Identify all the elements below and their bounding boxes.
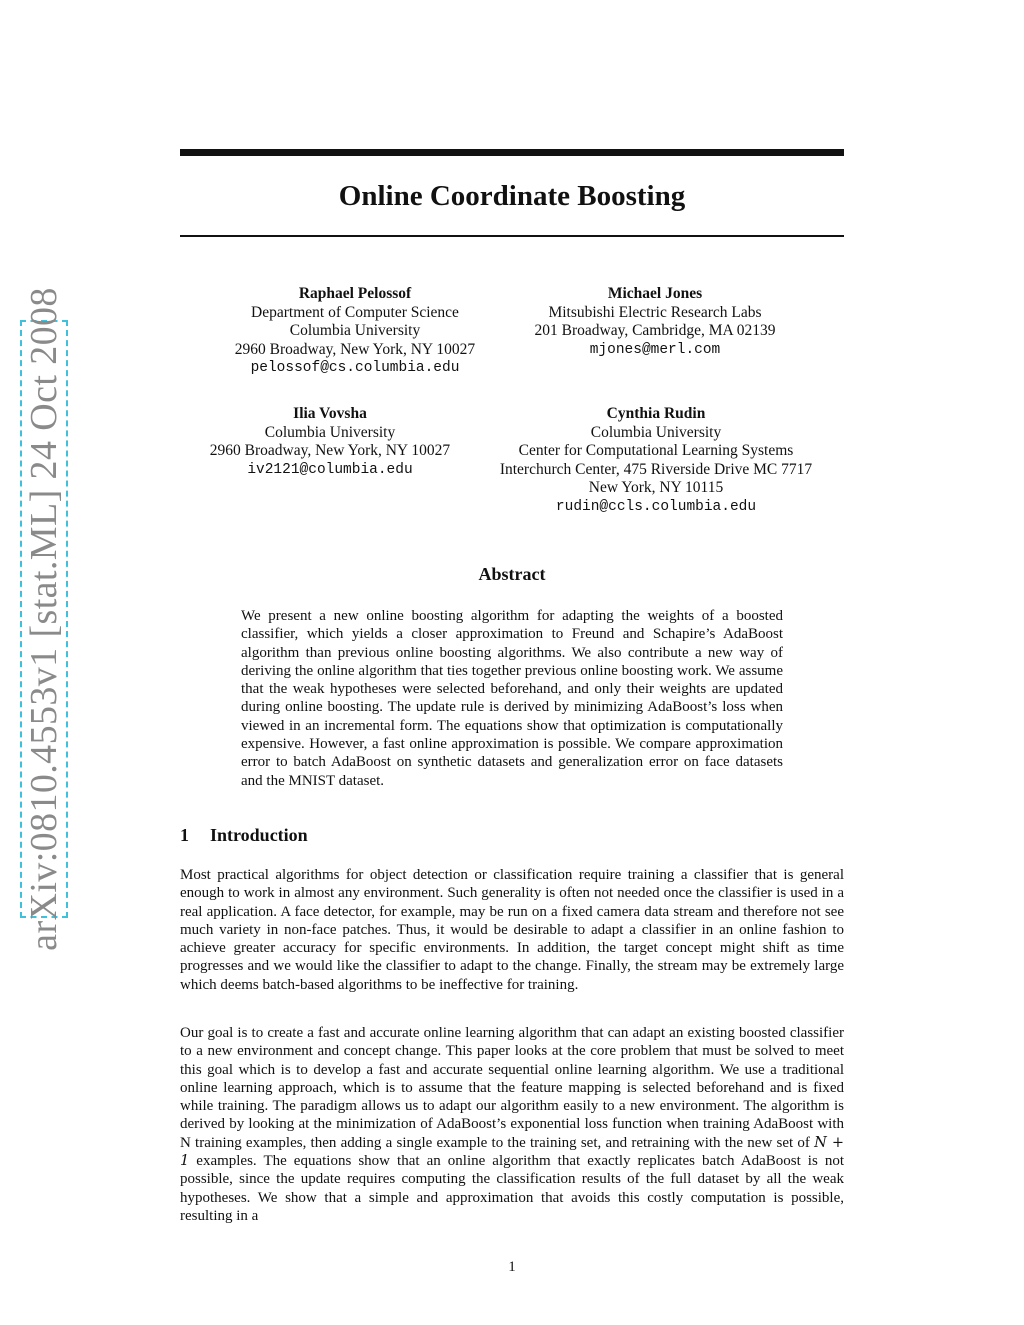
arxiv-stamp-text: arXiv:0810.4553v1 [stat.ML] 24 Oct 2008: [23, 287, 65, 951]
author-affiliation-line: 2960 Broadway, New York, NY 10027: [234, 340, 476, 358]
author-affiliation-line: Department of Computer Science: [251, 303, 459, 321]
section-title: Introduction: [210, 825, 308, 845]
author-block: [205, 285, 505, 378]
author-block: [505, 285, 805, 359]
author-email[interactable]: mjones@merl.com: [589, 341, 721, 358]
page-number: 1: [508, 1259, 516, 1275]
inline-math: N + 1: [180, 1134, 845, 1170]
title-rule-bottom: [180, 235, 844, 237]
section-number: 1: [180, 825, 189, 845]
abstract-text: We present a new online boosting algorithm for adapting the weights of a boosted classifier, which yields a closer approximation to Freund and Schapire’s AdaBoost algorithm than previous online boosting algorithms. We also contribute a new way of deriving the online algorithm that ties together previous online boosting work. We assume that the weak hypotheses were selected beforehand, and only their weights are updated during online boosting. The update rule is derived by minimizing AdaBoost’s loss when viewed in an incremental form. The equations show that optimization is computationally expensive. However, a fast online approximation is possible. We compare approximation error to batch AdaBoost on synthetic datasets and generalization error on face datasets and the MNIST dataset.: [241, 608, 783, 789]
author-affiliation-line: 2960 Broadway, New York, NY 10027: [209, 442, 451, 459]
paper-title: Online Coordinate Boosting: [338, 180, 686, 212]
body-paragraph: Most practical algorithms for object detection or classification require training a classifier that is general enough to work in almost any environment. Such generality is often not needed once the classifier is used in a real application. A face detector, for example, may be run on a fixed camera data stream and therefore not see much variety in non-face patches. Thus, it would be desirable to adapt a classifier in an online fashion to achieve greater accuracy for specific environments. In addition, the target concept might shift as time progresses and we would like the classifier to adapt to the change. Finally, the stream may be extremely large which deems batch-based algorithms to be ineffective for training.: [180, 867, 844, 993]
author-affiliation-line: Columbia University: [264, 423, 396, 441]
author-name: Ilia Vovsha: [293, 405, 367, 422]
author-block: [180, 405, 480, 479]
author-affiliation-line: Interchurch Center, 475 Riverside Drive MC 7717: [499, 460, 813, 478]
section-heading: [180, 824, 844, 846]
author-email[interactable]: iv2121@columbia.edu: [247, 461, 413, 478]
paragraph-text: examples. The equations show that an online algorithm that exactly replicates batch AdaBoost is not possible, since the update requires computing the classification results of the full dataset by all the weak hypotheses. We show that a simple and approximation that avoids this costly computation is possible, resulting in a: [180, 1153, 844, 1224]
author-affiliation-line: New York, NY 10115: [588, 479, 724, 496]
author-name: Raphael Pelossof: [298, 285, 412, 302]
abstract-heading: Abstract: [478, 564, 546, 584]
body-paragraph: [180, 1024, 844, 1225]
author-email[interactable]: rudin@ccls.columbia.edu: [555, 498, 757, 515]
author-email[interactable]: pelossof@cs.columbia.edu: [250, 360, 460, 376]
author-affiliation-line: Columbia University: [289, 322, 421, 339]
author-affiliation-line: Mitsubishi Electric Research Labs: [548, 303, 762, 321]
author-name: Cynthia Rudin: [606, 405, 706, 422]
author-affiliation-line: 201 Broadway, Cambridge, MA 02139: [534, 322, 776, 339]
title-rule-top: [180, 149, 844, 156]
author-name: Michael Jones: [607, 285, 703, 302]
author-affiliation-line: Center for Computational Learning Systems: [518, 442, 794, 459]
arxiv-stamp: [20, 287, 68, 951]
author-block: [476, 405, 836, 516]
paragraph-text: Our goal is to create a fast and accurate online learning algorithm that can adapt an existing boosted classifier to a new environment and concept change. This paper looks at the core problem that must be solved to meet this goal which is to develop a fast and accurate sequential online learning algorithm. We use a traditional online learning approach, which is to assume that the feature mapping is selected beforehand and is fixed while training. The paradigm allows us to adapt our algorithm easily to a new environment. The algorithm is derived by looking at the minimization of AdaBoost’s exponential loss function when training AdaBoost with N training examples, then adding a single example to the training set, and retraining with the new set of: [180, 1025, 844, 1151]
author-affiliation-line: Columbia University: [590, 423, 722, 441]
